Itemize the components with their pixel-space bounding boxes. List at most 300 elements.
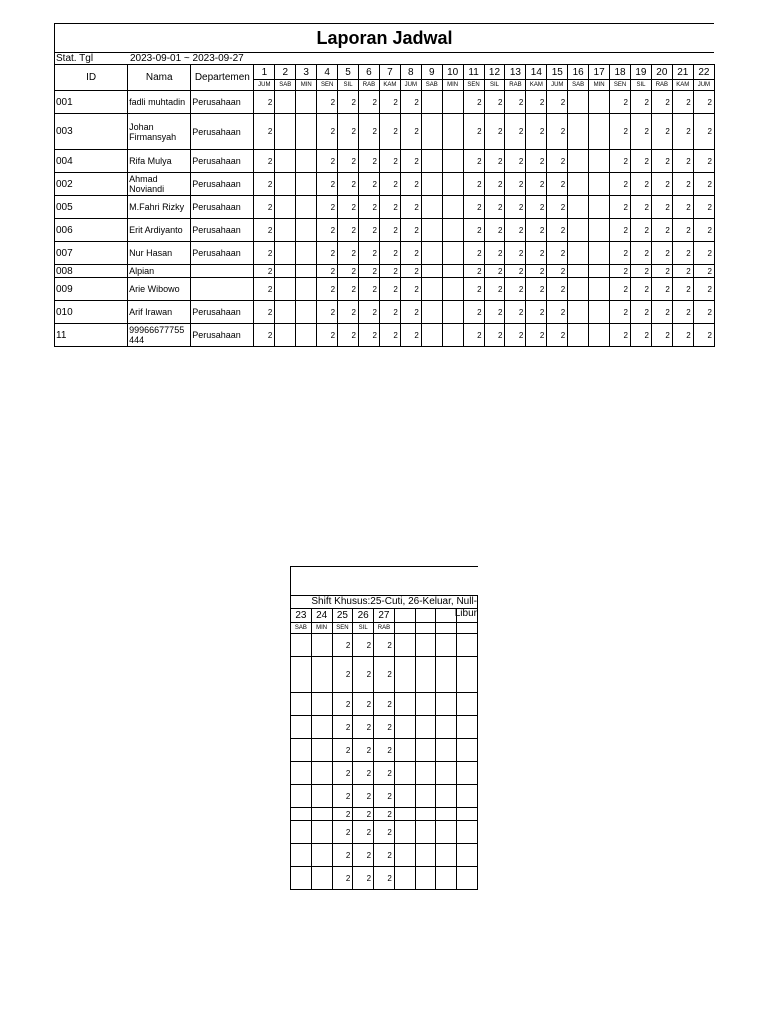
shift-cell: 2 [332, 657, 353, 693]
shift-cell [394, 716, 415, 739]
shift-cell [436, 762, 457, 785]
shift-cell: 2 [547, 324, 568, 347]
shift-cell: 2 [630, 219, 651, 242]
shift-cell: 2 [484, 219, 505, 242]
shift-cell: 2 [353, 785, 374, 808]
shift-cell [568, 265, 589, 278]
weekday-header: SIL [353, 623, 374, 634]
weekday-header: SEN [317, 80, 338, 91]
shift-cell: 2 [359, 219, 380, 242]
shift-cell: 2 [672, 278, 693, 301]
weekday-header [436, 623, 457, 634]
shift-cell: 2 [651, 242, 672, 265]
shift-cell: 2 [374, 693, 395, 716]
shift-cell: 2 [463, 196, 484, 219]
shift-cell: 2 [338, 278, 359, 301]
shift-cell: 2 [379, 265, 400, 278]
shift-cell: 2 [254, 242, 275, 265]
shift-cell [457, 739, 478, 762]
shift-cell [296, 173, 317, 196]
shift-cell [394, 657, 415, 693]
shift-cell [457, 716, 478, 739]
shift-cell: 2 [463, 242, 484, 265]
shift-cell [311, 762, 332, 785]
employee-id: 007 [55, 242, 128, 265]
shift-cell: 2 [353, 808, 374, 821]
day-number-header: 4 [317, 65, 338, 80]
employee-name: Arif Irawan [128, 301, 191, 324]
employee-name: Arie Wibowo [128, 278, 191, 301]
shift-cell: 2 [630, 173, 651, 196]
shift-cell [589, 150, 610, 173]
weekday-header: SEN [463, 80, 484, 91]
employee-name: fadli muhtadin [128, 91, 191, 114]
shift-cell [436, 844, 457, 867]
shift-cell: 2 [693, 242, 714, 265]
day-number-header: 15 [547, 65, 568, 80]
employee-department: Perusahaan [191, 196, 254, 219]
table-row [291, 693, 478, 716]
shift-cell: 2 [505, 242, 526, 265]
shift-cell [311, 821, 332, 844]
shift-cell [421, 219, 442, 242]
shift-cell: 2 [610, 150, 631, 173]
shift-cell [291, 808, 312, 821]
shift-cell: 2 [526, 301, 547, 324]
shift-cell: 2 [463, 114, 484, 150]
day-number-header: 18 [610, 65, 631, 80]
shift-cell: 2 [505, 196, 526, 219]
employee-department: Perusahaan [191, 301, 254, 324]
shift-cell: 2 [547, 173, 568, 196]
shift-cell: 2 [338, 242, 359, 265]
shift-cell: 2 [353, 716, 374, 739]
employee-id: 001 [55, 91, 128, 114]
shift-cell: 2 [338, 301, 359, 324]
shift-cell [296, 114, 317, 150]
weekday-header: KAM [379, 80, 400, 91]
shift-cell: 2 [379, 91, 400, 114]
shift-cell: 2 [484, 91, 505, 114]
shift-cell [421, 173, 442, 196]
day-number-header: 13 [505, 65, 526, 80]
shift-cell: 2 [526, 173, 547, 196]
shift-cell [442, 219, 463, 242]
shift-cell [275, 91, 296, 114]
shift-cell: 2 [374, 867, 395, 890]
day-number-header: 6 [359, 65, 380, 80]
shift-cell [275, 278, 296, 301]
shift-cell: 2 [463, 324, 484, 347]
shift-cell: 2 [463, 91, 484, 114]
table-row [291, 808, 478, 821]
shift-cell: 2 [400, 196, 421, 219]
shift-cell: 2 [379, 219, 400, 242]
shift-cell: 2 [672, 91, 693, 114]
shift-cell: 2 [693, 196, 714, 219]
shift-cell: 2 [374, 716, 395, 739]
shift-cell [457, 867, 478, 890]
employee-name: M.Fahri Rizky [128, 196, 191, 219]
shift-cell [311, 785, 332, 808]
shift-cell [296, 219, 317, 242]
shift-cell: 2 [547, 265, 568, 278]
shift-cell: 2 [353, 762, 374, 785]
shift-cell [589, 173, 610, 196]
weekday-header: RAB [359, 80, 380, 91]
shift-cell: 2 [359, 301, 380, 324]
shift-cell [311, 716, 332, 739]
shift-cell: 2 [610, 196, 631, 219]
shift-cell: 2 [463, 301, 484, 324]
shift-cell [568, 196, 589, 219]
shift-cell: 2 [359, 324, 380, 347]
continuation-header-days [291, 609, 478, 623]
table-row [291, 762, 478, 785]
shift-cell [457, 693, 478, 716]
shift-cell [415, 808, 436, 821]
shift-cell: 2 [547, 196, 568, 219]
shift-cell [275, 242, 296, 265]
shift-cell: 2 [547, 114, 568, 150]
shift-cell: 2 [359, 150, 380, 173]
shift-cell: 2 [505, 265, 526, 278]
shift-cell: 2 [332, 867, 353, 890]
shift-cell [457, 821, 478, 844]
table-row [291, 634, 478, 657]
shift-cell: 2 [254, 301, 275, 324]
shift-cell [275, 301, 296, 324]
shift-cell: 2 [332, 634, 353, 657]
shift-cell [589, 265, 610, 278]
table-row [291, 739, 478, 762]
shift-cell [394, 634, 415, 657]
shift-cell: 2 [254, 196, 275, 219]
shift-cell: 2 [484, 196, 505, 219]
shift-cell: 2 [374, 844, 395, 867]
table-row [55, 91, 715, 114]
shift-cell: 2 [254, 278, 275, 301]
shift-cell: 2 [353, 844, 374, 867]
shift-cell: 2 [630, 196, 651, 219]
shift-cell: 2 [317, 114, 338, 150]
shift-cell [394, 821, 415, 844]
shift-cell: 2 [526, 91, 547, 114]
table-row [55, 114, 715, 150]
shift-cell [291, 657, 312, 693]
shift-cell: 2 [332, 693, 353, 716]
shift-cell [291, 739, 312, 762]
shift-cell [296, 265, 317, 278]
column-header-departemen: Departemen [191, 65, 254, 91]
shift-cell: 2 [651, 150, 672, 173]
shift-cell: 2 [672, 114, 693, 150]
shift-cell: 2 [526, 196, 547, 219]
shift-cell [442, 114, 463, 150]
shift-cell: 2 [374, 634, 395, 657]
shift-cell: 2 [630, 150, 651, 173]
shift-cell: 2 [630, 265, 651, 278]
weekday-header: SAB [568, 80, 589, 91]
shift-cell [415, 762, 436, 785]
shift-cell [442, 242, 463, 265]
shift-cell [291, 716, 312, 739]
shift-cell: 2 [463, 150, 484, 173]
shift-cell: 2 [547, 242, 568, 265]
shift-cell: 2 [693, 278, 714, 301]
shift-cell: 2 [359, 265, 380, 278]
shift-cell: 2 [651, 196, 672, 219]
day-number-header: 16 [568, 65, 589, 80]
employee-department: Perusahaan [191, 219, 254, 242]
shift-cell: 2 [332, 821, 353, 844]
shift-cell: 2 [379, 196, 400, 219]
shift-cell: 2 [547, 150, 568, 173]
weekday-header: MIN [442, 80, 463, 91]
shift-cell [568, 114, 589, 150]
day-number-header: 20 [651, 65, 672, 80]
shift-cell [457, 762, 478, 785]
shift-cell [421, 278, 442, 301]
shift-cell: 2 [526, 324, 547, 347]
employee-id: 003 [55, 114, 128, 150]
shift-cell: 2 [610, 301, 631, 324]
day-number-header: 12 [484, 65, 505, 80]
employee-department: Perusahaan [191, 91, 254, 114]
shift-cell: 2 [526, 278, 547, 301]
shift-cell [394, 867, 415, 890]
shift-cell: 2 [379, 150, 400, 173]
day-number-header: 3 [296, 65, 317, 80]
shift-cell [421, 265, 442, 278]
day-number-header: 8 [400, 65, 421, 80]
shift-cell: 2 [317, 173, 338, 196]
shift-cell: 2 [463, 265, 484, 278]
shift-cell: 2 [374, 762, 395, 785]
shift-cell [421, 91, 442, 114]
schedule-report [54, 23, 714, 347]
shift-cell [311, 808, 332, 821]
table-row [291, 821, 478, 844]
shift-cell [457, 657, 478, 693]
shift-cell [291, 785, 312, 808]
shift-cell: 2 [610, 265, 631, 278]
table-row [55, 173, 715, 196]
weekday-header: SEN [332, 623, 353, 634]
shift-cell: 2 [379, 173, 400, 196]
shift-cell [421, 196, 442, 219]
shift-cell: 2 [526, 265, 547, 278]
shift-cell [296, 150, 317, 173]
shift-cell [436, 693, 457, 716]
shift-cell [296, 242, 317, 265]
shift-cell: 2 [651, 301, 672, 324]
shift-cell [421, 301, 442, 324]
shift-cell [311, 634, 332, 657]
shift-cell: 2 [359, 242, 380, 265]
shift-cell: 2 [672, 150, 693, 173]
shift-cell: 2 [693, 173, 714, 196]
shift-cell: 2 [651, 114, 672, 150]
shift-cell [589, 242, 610, 265]
weekday-header: SIL [630, 80, 651, 91]
shift-cell: 2 [610, 219, 631, 242]
shift-cell: 2 [400, 91, 421, 114]
shift-cell [457, 634, 478, 657]
table-row [55, 150, 715, 173]
shift-cell [394, 785, 415, 808]
shift-cell: 2 [484, 301, 505, 324]
day-number-header: 14 [526, 65, 547, 80]
weekday-header [394, 623, 415, 634]
shift-cell: 2 [254, 91, 275, 114]
weekday-header: JUM [254, 80, 275, 91]
shift-cell [291, 821, 312, 844]
shift-cell: 2 [374, 821, 395, 844]
weekday-header: MIN [311, 623, 332, 634]
shift-cell: 2 [332, 785, 353, 808]
day-number-header: 21 [672, 65, 693, 80]
shift-cell [436, 867, 457, 890]
shift-cell [421, 324, 442, 347]
employee-department: Perusahaan [191, 324, 254, 347]
shift-cell: 2 [332, 762, 353, 785]
shift-cell: 2 [400, 301, 421, 324]
employee-id: 002 [55, 173, 128, 196]
shift-cell: 2 [317, 91, 338, 114]
weekday-header: SIL [338, 80, 359, 91]
shift-cell: 2 [317, 278, 338, 301]
shift-cell [436, 808, 457, 821]
shift-cell: 2 [547, 91, 568, 114]
shift-cell: 2 [338, 150, 359, 173]
shift-cell: 2 [379, 114, 400, 150]
shift-cell [275, 324, 296, 347]
employee-id: 005 [55, 196, 128, 219]
weekday-header: KAM [526, 80, 547, 91]
table-row [55, 219, 715, 242]
shift-cell: 2 [693, 265, 714, 278]
shift-cell [296, 196, 317, 219]
shift-cell [394, 844, 415, 867]
shift-cell [442, 91, 463, 114]
shift-cell: 2 [693, 219, 714, 242]
shift-cell: 2 [505, 150, 526, 173]
shift-cell [442, 278, 463, 301]
shift-cell [275, 219, 296, 242]
shift-cell: 2 [630, 324, 651, 347]
day-number-header: 10 [442, 65, 463, 80]
shift-cell: 2 [353, 634, 374, 657]
day-number-header [394, 609, 415, 623]
weekday-header: SIL [484, 80, 505, 91]
shift-cell: 2 [547, 301, 568, 324]
day-number-header: 9 [421, 65, 442, 80]
employee-department [191, 265, 254, 278]
table-row [291, 657, 478, 693]
table-row [291, 716, 478, 739]
shift-cell: 2 [254, 114, 275, 150]
shift-cell [311, 867, 332, 890]
shift-cell: 2 [379, 278, 400, 301]
shift-cell: 2 [672, 324, 693, 347]
day-number-header: 11 [463, 65, 484, 80]
employee-department: Perusahaan [191, 150, 254, 173]
shift-cell: 2 [317, 150, 338, 173]
shift-cell: 2 [338, 324, 359, 347]
shift-cell [394, 808, 415, 821]
shift-cell: 2 [651, 324, 672, 347]
shift-cell: 2 [526, 219, 547, 242]
day-number-header: 5 [338, 65, 359, 80]
shift-cell [415, 634, 436, 657]
shift-cell [415, 844, 436, 867]
shift-cell: 2 [693, 150, 714, 173]
column-header-id: ID [55, 65, 128, 91]
shift-cell: 2 [693, 114, 714, 150]
table-row [55, 278, 715, 301]
shift-cell [291, 867, 312, 890]
continuation-table [290, 608, 478, 890]
shift-cell: 2 [338, 114, 359, 150]
day-number-header: 24 [311, 609, 332, 623]
weekday-header: SAB [291, 623, 312, 634]
shift-cell [311, 693, 332, 716]
schedule-continuation [290, 566, 478, 890]
shift-cell: 2 [400, 278, 421, 301]
shift-cell: 2 [505, 301, 526, 324]
shift-cell: 2 [651, 278, 672, 301]
shift-cell: 2 [338, 91, 359, 114]
shift-cell: 2 [463, 173, 484, 196]
shift-cell: 2 [359, 278, 380, 301]
employee-name: Alpian [128, 265, 191, 278]
shift-cell [436, 821, 457, 844]
shift-cell: 2 [379, 242, 400, 265]
shift-cell [568, 278, 589, 301]
table-row [291, 844, 478, 867]
shift-cell [436, 716, 457, 739]
shift-cell: 2 [317, 301, 338, 324]
shift-cell: 2 [353, 821, 374, 844]
shift-cell [415, 867, 436, 890]
shift-cell: 2 [338, 173, 359, 196]
weekday-header: SAB [275, 80, 296, 91]
shift-cell: 2 [317, 196, 338, 219]
day-number-header: 1 [254, 65, 275, 80]
shift-cell: 2 [353, 693, 374, 716]
shift-cell: 2 [374, 657, 395, 693]
weekday-header: SEN [610, 80, 631, 91]
shift-cell: 2 [332, 716, 353, 739]
employee-id: 008 [55, 265, 128, 278]
shift-cell: 2 [400, 173, 421, 196]
shift-cell: 2 [610, 324, 631, 347]
shift-cell: 2 [672, 173, 693, 196]
shift-cell [568, 219, 589, 242]
column-header-nama: Nama [128, 65, 191, 91]
shift-cell: 2 [505, 91, 526, 114]
day-number-header: 22 [693, 65, 714, 80]
employee-id: 006 [55, 219, 128, 242]
shift-cell [457, 785, 478, 808]
employee-department: Perusahaan [191, 242, 254, 265]
shift-cell: 2 [672, 242, 693, 265]
schedule-table [54, 64, 715, 347]
employee-name: Nur Hasan [128, 242, 191, 265]
shift-cell [296, 324, 317, 347]
shift-cell: 2 [400, 150, 421, 173]
